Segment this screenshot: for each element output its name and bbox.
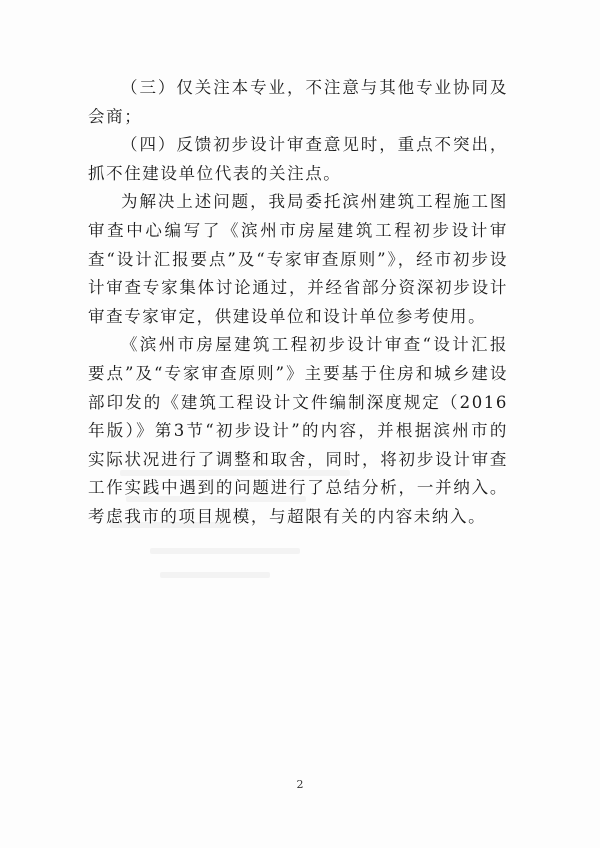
paragraph-basis: 《滨州市房屋建筑工程初步设计审查“设计汇报要点”及“专家审查原则”》主要基于住房和城乡建设部印发的《建筑工程设计文件编制深度规定（2016年版）》第3节“初步设计”的内容，并根据滨州市的实际状况进行了调整和取舍，同时，将初步设计审查工作实践中遇到的问题进行了总结分析，一并纳入。考虑我市的项目规模，与超限有关的内容未纳入。	[88, 335, 508, 526]
paragraph-purpose: 为解决上述问题，我局委托滨州建筑工程施工图审查中心编写了《滨州市房屋建筑工程初步设计审查“设计汇报要点”及“专家审查原则”》，经市初步设计审查专家集体讨论通过，并经省部分资深初步设计审查专家审定，供建设单位和设计单位参考使用。	[88, 192, 508, 326]
page-number: 2	[296, 778, 304, 791]
document-body	[88, 74, 508, 532]
show-through-mark	[160, 572, 270, 578]
paragraph-item-4: （四）反馈初步设计审查意见时，重点不突出，抓不住建设单位代表的关注点。	[88, 135, 508, 183]
show-through-mark	[150, 548, 300, 554]
paragraph-item-3: （三）仅关注本专业，不注意与其他专业协同及会商；	[88, 78, 508, 126]
